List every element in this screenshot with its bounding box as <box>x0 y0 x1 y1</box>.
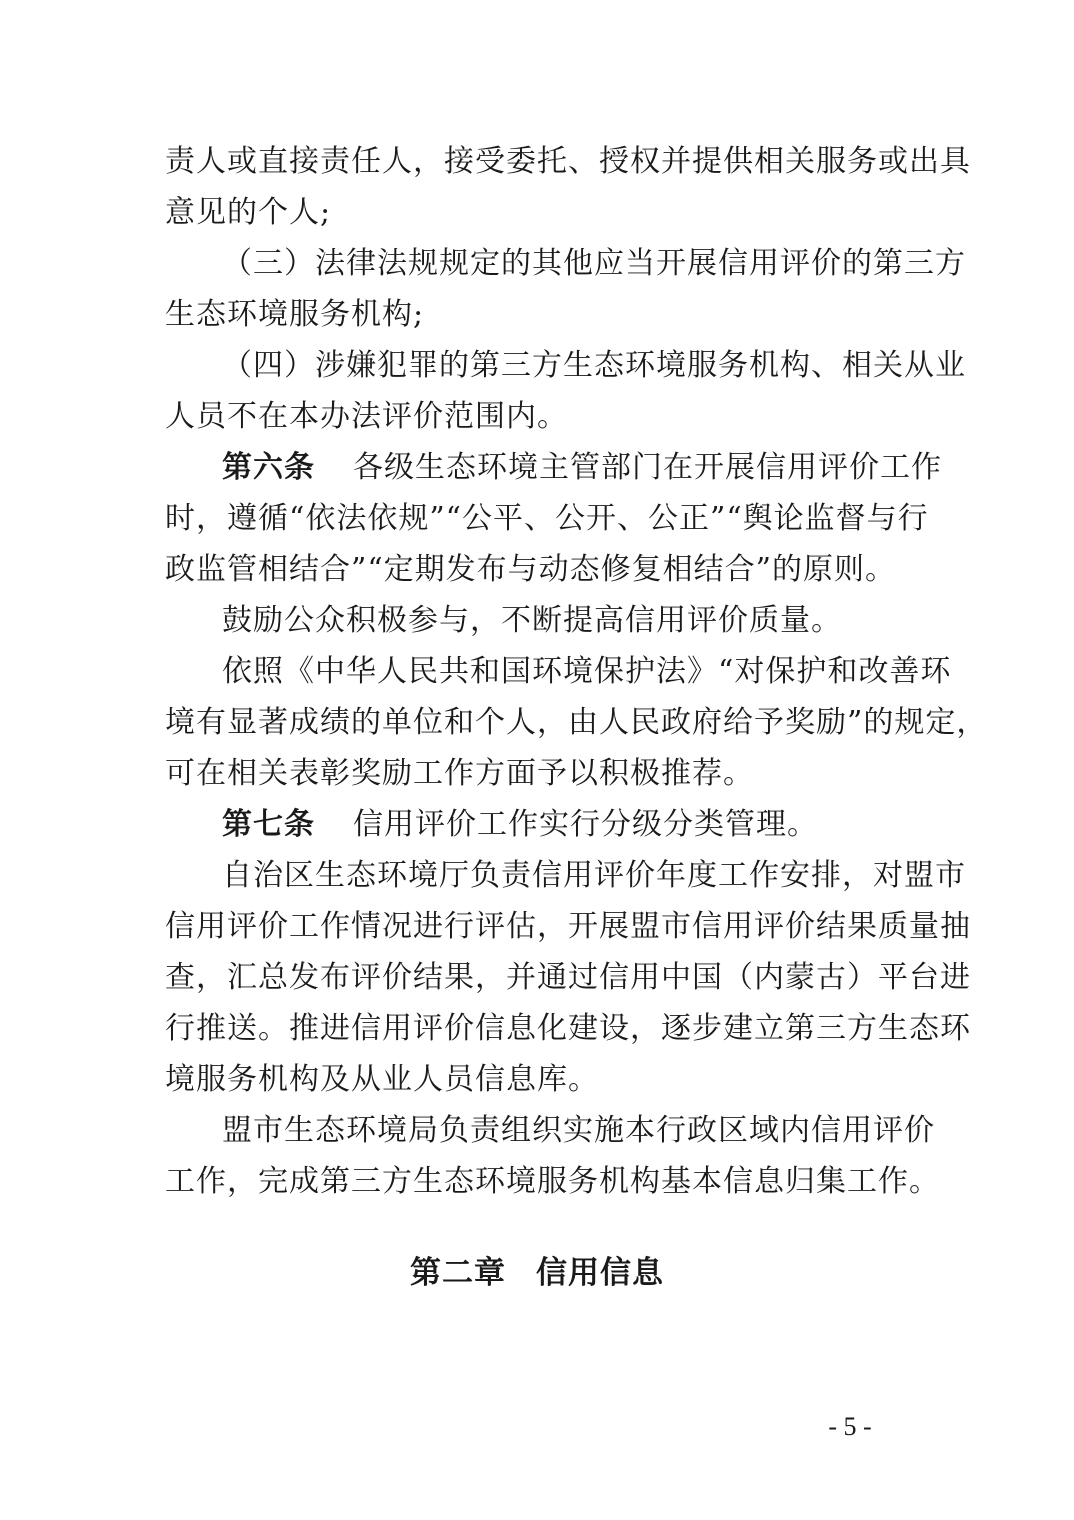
article-label: 第七条 <box>222 807 315 842</box>
text-line: 行推送。推进信用评价信息化建设，逐步建立第三方生态环 <box>165 1011 971 1046</box>
text-line: 自治区生态环境厅负责信用评价年度工作安排，对盟市 <box>222 858 966 893</box>
text-line: 政监管相结合”“定期发布与动态修复相结合”的原则。 <box>165 552 897 587</box>
article-6-line <box>222 448 942 488</box>
text-line: 工作，完成第三方生态环境服务机构基本信息归集工作。 <box>165 1164 940 1199</box>
article-label: 第六条 <box>222 450 315 485</box>
text-line: 时，遵循“依法依规”“公平、公开、公正”“舆论监督与行 <box>165 501 929 536</box>
text-line: 责人或直接责任人，接受委托、授权并提供相关服务或出具 <box>165 144 971 179</box>
text-line: 境服务机构及从业人员信息库。 <box>165 1062 599 1097</box>
chapter-title: 信用信息 <box>536 1255 664 1291</box>
page-number: - 5 - <box>828 1412 872 1441</box>
chapter-number: 第二章 <box>410 1255 506 1291</box>
text-line: 意见的个人; <box>165 195 332 230</box>
chapter-heading <box>0 1253 1074 1293</box>
text-line: 依照《中华人民共和国环境保护法》“对保护和改善环 <box>222 654 952 689</box>
text-line: （四）涉嫌犯罪的第三方生态环境服务机构、相关从业 <box>222 348 966 383</box>
text-line: 鼓励公众积极参与，不断提高信用评价质量。 <box>222 603 842 638</box>
text-line: 境有显著成绩的单位和个人，由人民政府给予奖励”的规定， <box>165 705 988 740</box>
text-line: 可在相关表彰奖励工作方面予以积极推荐。 <box>165 756 754 791</box>
text-line: 信用评价工作情况进行评估，开展盟市信用评价结果质量抽 <box>165 909 971 944</box>
text-line: 人员不在本办法评价范围内。 <box>165 399 568 434</box>
text-line: 生态环境服务机构; <box>165 297 425 332</box>
text-line: 各级生态环境主管部门在开展信用评价工作 <box>353 450 942 485</box>
text-line: 信用评价工作实行分级分类管理。 <box>353 807 818 842</box>
text-line: （三）法律法规规定的其他应当开展信用评价的第三方 <box>222 246 966 281</box>
text-line: 查，汇总发布评价结果，并通过信用中国（内蒙古）平台进 <box>165 960 971 995</box>
article-7-line <box>222 805 910 845</box>
text-line: 盟市生态环境局负责组织实施本行政区域内信用评价 <box>222 1113 935 1148</box>
